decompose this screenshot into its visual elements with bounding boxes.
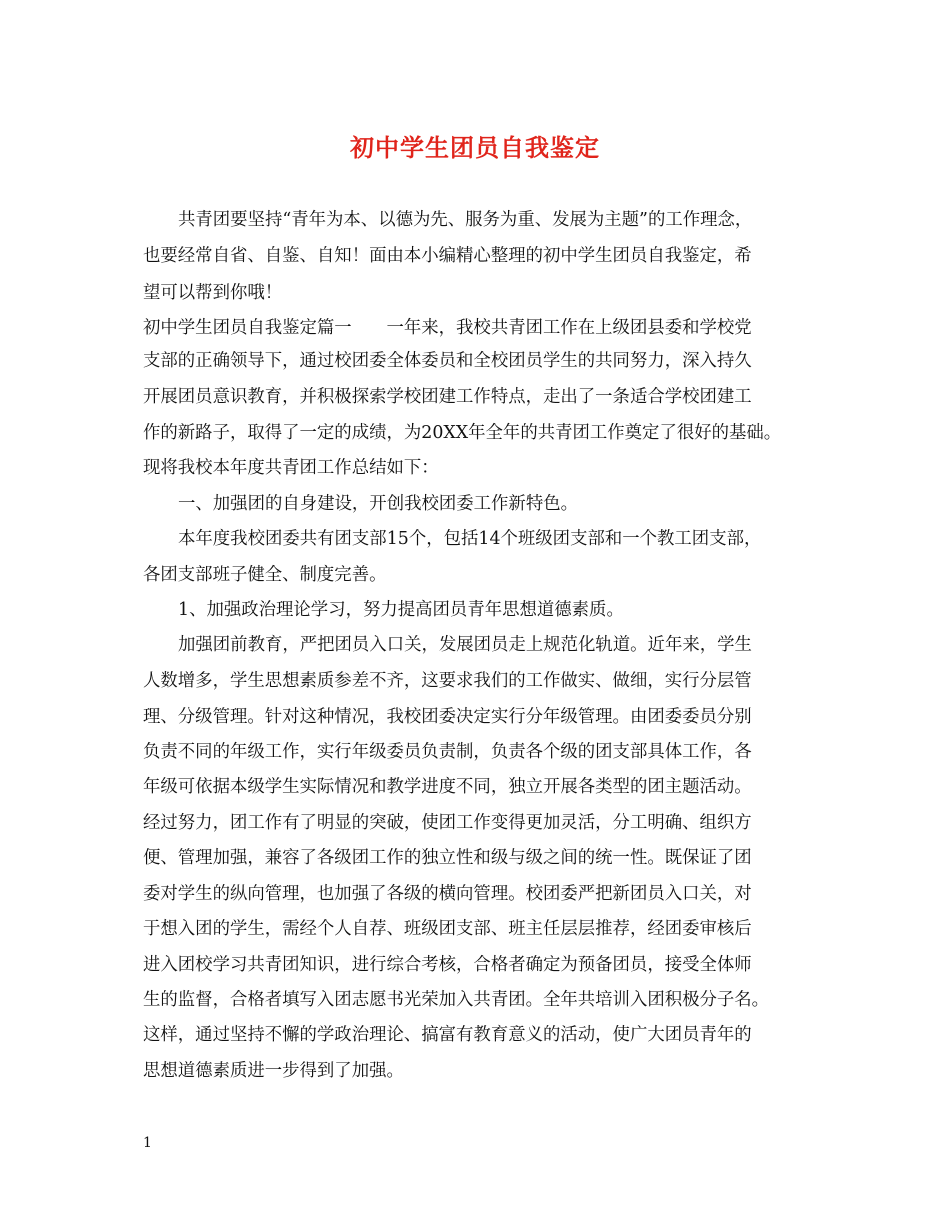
paragraph-line: 加强团前教育，严把团员入口关，发展团员走上规范化轨道。近年来，学生 xyxy=(178,635,752,655)
paragraph-line: 作的新路子，取得了一定的成绩，为20XX年全年的共青团工作奠定了很好的基础。 xyxy=(143,423,782,443)
paragraph-line: 经过努力，团工作有了明显的突破，使团工作变得更加灵活，分工明确、组织方 xyxy=(143,813,752,833)
paragraph-line: 人数增多，学生思想素质参差不齐，这要求我们的工作做实、做细，实行分层管 xyxy=(143,671,752,691)
paragraph-line: 生的监督，合格者填写入团志愿书光荣加入共青团。全年共培训入团积极分子名。 xyxy=(143,990,770,1010)
paragraph-line: 便、管理加强，兼容了各级团工作的独立性和级与级之间的统一性。既保证了团 xyxy=(143,848,752,868)
paragraph-line: 进入团校学习共青团知识，进行综合考核，合格者确定为预备团员，接受全体师 xyxy=(143,955,752,975)
paragraph-line: 现将我校本年度共青团工作总结如下： xyxy=(143,458,439,478)
paragraph-line: 委对学生的纵向管理，也加强了各级的横向管理。校团委严把新团员入口关，对 xyxy=(143,884,752,904)
paragraph-line: 开展团员意识教育，并积极探索学校团建工作特点，走出了一条适合学校团建工 xyxy=(143,387,752,407)
section-heading: 一、加强团的自身建设，开创我校团委工作新特色。 xyxy=(178,494,578,514)
paragraph-line: 于想入团的学生，需经个人自荐、班级团支部、班主任层层推荐，经团委审核后 xyxy=(143,919,752,939)
paragraph-line: 也要经常自省、自鉴、自知！面由本小编精心整理的初中学生团员自我鉴定，希 xyxy=(143,246,752,266)
paragraph-line: 这样，通过坚持不懈的学政治理论、搞富有教育意义的活动，使广大团员青年的 xyxy=(143,1025,752,1045)
paragraph-line: 负责不同的年级工作，实行年级委员负责制，负责各个级的团支部具体工作，各 xyxy=(143,742,752,762)
paragraph-line: 理、分级管理。针对这种情况，我校团委决定实行分年级管理。由团委委员分别 xyxy=(143,707,752,727)
paragraph-line: 共青团要坚持“青年为本、以德为先、服务为重、发展为主题”的工作理念， xyxy=(178,210,753,230)
paragraph-line: 支部的正确领导下，通过校团委全体委员和全校团员学生的共同努力，深入持久 xyxy=(143,351,752,371)
paragraph-line: 各团支部班子健全、制度完善。 xyxy=(143,565,387,585)
paragraph-line: 年级可依据本级学生实际情况和教学进度不同，独立开展各类型的团主题活动。 xyxy=(143,777,752,797)
page-number: 1 xyxy=(143,1135,152,1151)
paragraph-line: 思想道德素质进一步得到了加强。 xyxy=(143,1061,404,1081)
paragraph-line: 本年度我校团委共有团支部15个，包括14个班级团支部和一个教工团支部， xyxy=(178,529,762,549)
paragraph-line: 初中学生团员自我鉴定篇一 一年来，我校共青团工作在上级团县委和学校党 xyxy=(143,318,752,338)
page-title: 初中学生团员自我鉴定 xyxy=(350,133,600,162)
subsection-heading: 1、加强政治理论学习，努力提高团员青年思想道德素质。 xyxy=(178,600,624,620)
paragraph-line: 望可以帮到你哦！ xyxy=(143,283,283,303)
